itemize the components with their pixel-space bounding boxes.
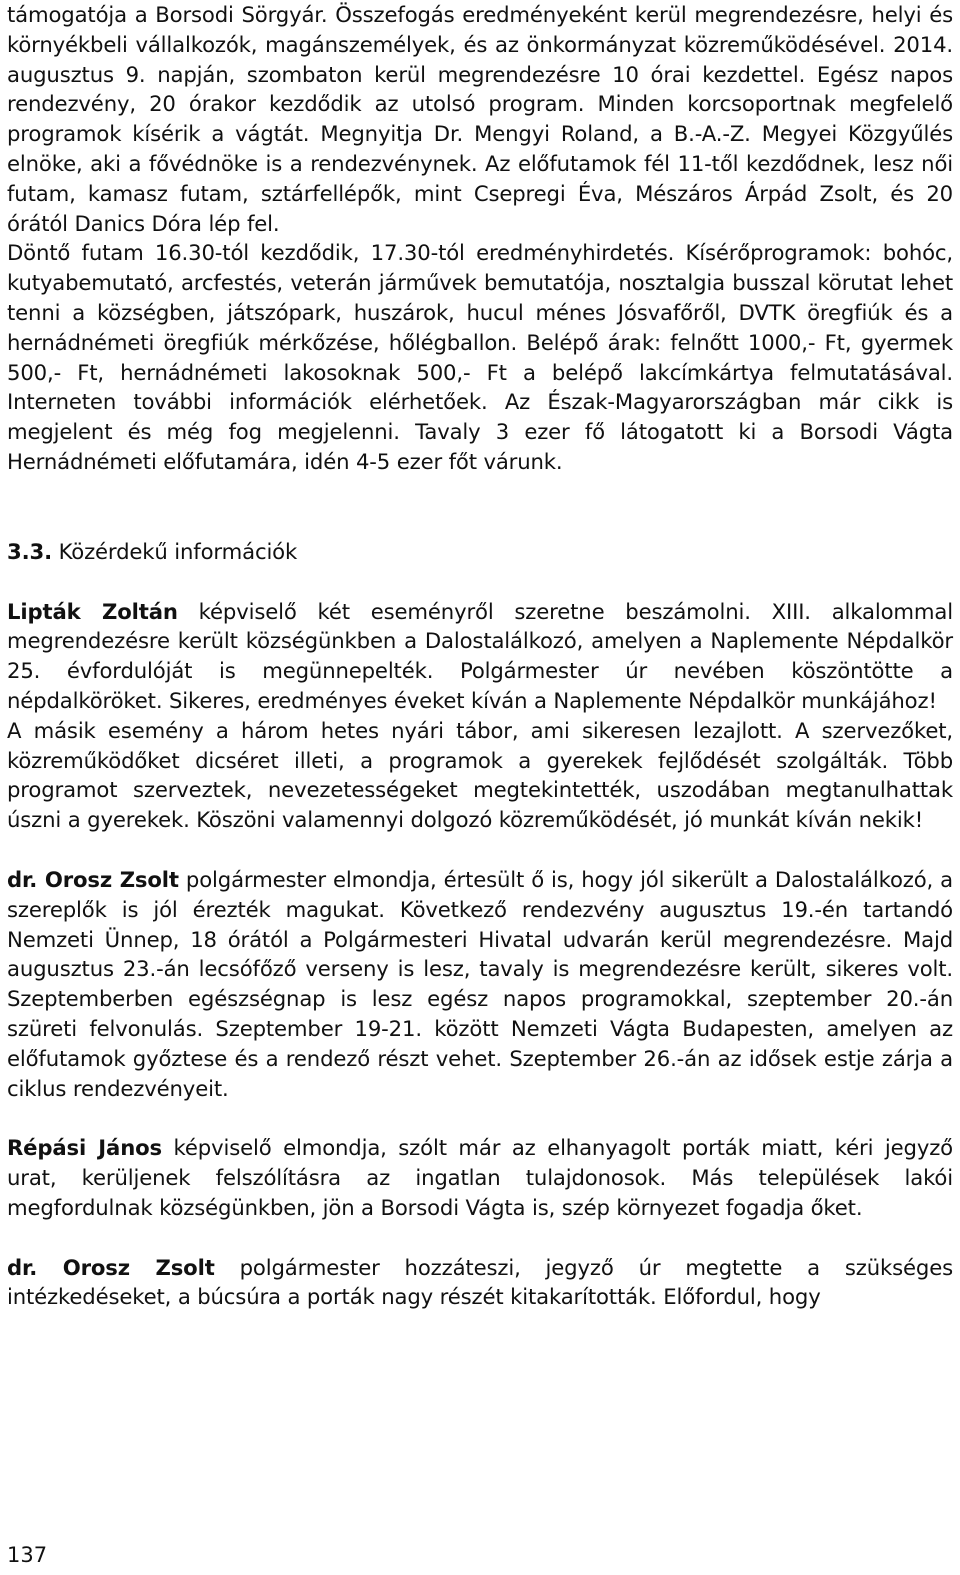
body-paragraph: támogatója a Borsodi Sörgyár. Összefogás eredményeként kerül megrendezésre, helyi és környékbeli vállalkozók, magánszemélyek, és az önkormányzat közreműködésével. 2014. augusztus 9. napján, szombaton kerül megrendezésre 10 órai kezdettel. Egész napos rendezvény, 20 órakor kezdődik az utolsó program. Minden korcsoportnak megfelelő programok kísérik a vágtát. Megnyitja Dr. Mengyi Roland, a B.-A.-Z. Megyei Közgyűlés elnöke, aki a fővédnöke is a rendezvénynek. Az előfutamok fél 11-től kezdődnek, lesz női futam, kamasz futam, sztárfellépők, mint Csepregi Éva, Mészáros Árpád Zsolt, és 20 órától Danics Dóra lép fel. <box>7 2 953 236</box>
paragraph-text: A másik esemény a három hetes nyári tábor, ami sikeresen lezajlott. A szervezőket, közreműködőket dicséret illeti, a programok a gyerekek fejlődését szolgálták. Több programot szerveztek, nevezetességeket megtekintették, uszodában megtanulhattak úszni a gyerekek. Köszöni valamennyi dolgozó közreműködését, jó munkát kíván nekik! <box>7 717 953 833</box>
page-number: 137 <box>7 1543 48 1567</box>
speaker-name: Lipták Zoltán <box>7 598 178 624</box>
minutes-paragraph <box>7 1253 953 1313</box>
speaker-name: dr. Orosz Zsolt <box>7 1254 215 1280</box>
section-number: 3.3. <box>7 538 52 564</box>
section-title: Közérdekű információk <box>58 538 298 564</box>
paragraph-text: képviselő két eseményről szeretne beszámolni. XIII. alkalommal megrendezésre került községünkben a Dalostalálkozó, amelyen a Naplemente Népdalkör 25. évfordulóját is megünnepelték. Polgármester úr nevében köszöntötte a népdalköröket. Sikeres, eredményes éveket kíván a Naplemente Népdalkör munkájához! <box>7 598 953 713</box>
speaker-name: dr. Orosz Zsolt <box>7 866 179 892</box>
body-paragraph: Döntő futam 16.30-tól kezdődik, 17.30-tól eredményhirdetés. Kísérőprogramok: bohóc, kutyabemutató, arcfestés, veterán járművek bemutatója, nosztalgia busszal körutat lehet tenni a községben, játszópark, huszárok, hucul ménes Jósvafőről, DVTK öregfiúk és a hernádnémeti öregfiúk mérkőzése, hőlégballon. Belépő árak: felnőtt 1000,- Ft, gyermek 500,- Ft, hernádnémeti lakosoknak 500,- Ft a belépő lakcímkártya felmutatásával. Interneten további információk elérhetőek. Az Észak-Magyarországban már cikk is megjelent és még fog megjelenni. Tavaly 3 ezer fő látogatott ki a Borsodi Vágta Hernádnémeti előfutamára, idén 4-5 ezer főt várunk. <box>7 240 953 474</box>
minutes-paragraph <box>7 716 953 835</box>
minutes-paragraph <box>7 1133 953 1222</box>
paragraph-text: képviselő elmondja, szólt már az elhanyagolt porták miatt, kéri jegyző urat, kerüljenek felszólításra az ingatlan tulajdonosok. Más települések lakói megfordulnak községünkben, jön a Borsodi Vágta is, szép környezet fogadja őket. <box>7 1135 953 1220</box>
document-page <box>7 0 953 1312</box>
minutes-paragraph <box>7 865 953 1103</box>
paragraph-text: polgármester elmondja, értesült ő is, hogy jól sikerült a Dalostalálkozó, a szereplők is jól érezték magukat. Következő rendezvény augusztus 19.-én tartandó Nemzeti Ünnep, 18 órától a Polgármesteri Hivatal udvarán kerül megrendezésre. Majd augusztus 23.-án lecsófőző verseny is lesz, tavaly is megrendezésre került, sikeres volt. Szeptemberben egészségnap is lesz egész napos programokkal, szeptember 20.-án szüreti felvonulás. Szeptember 19-21. között Nemzeti Vágta Budapesten, amelyen az előfutamok győztese és a rendező részt vehet. Szeptember 26.-án az idősek estje zárja a ciklus rendezvényeit. <box>7 866 953 1101</box>
minutes-paragraph <box>7 597 953 716</box>
paragraph-text: polgármester hozzáteszi, jegyző úr megtette a szükséges intézkedéseket, a búcsúra a porták nagy részét kitakarították. Előfordul, hogy <box>7 1254 953 1310</box>
section-heading <box>7 537 953 567</box>
speaker-name: Répási János <box>7 1135 162 1161</box>
